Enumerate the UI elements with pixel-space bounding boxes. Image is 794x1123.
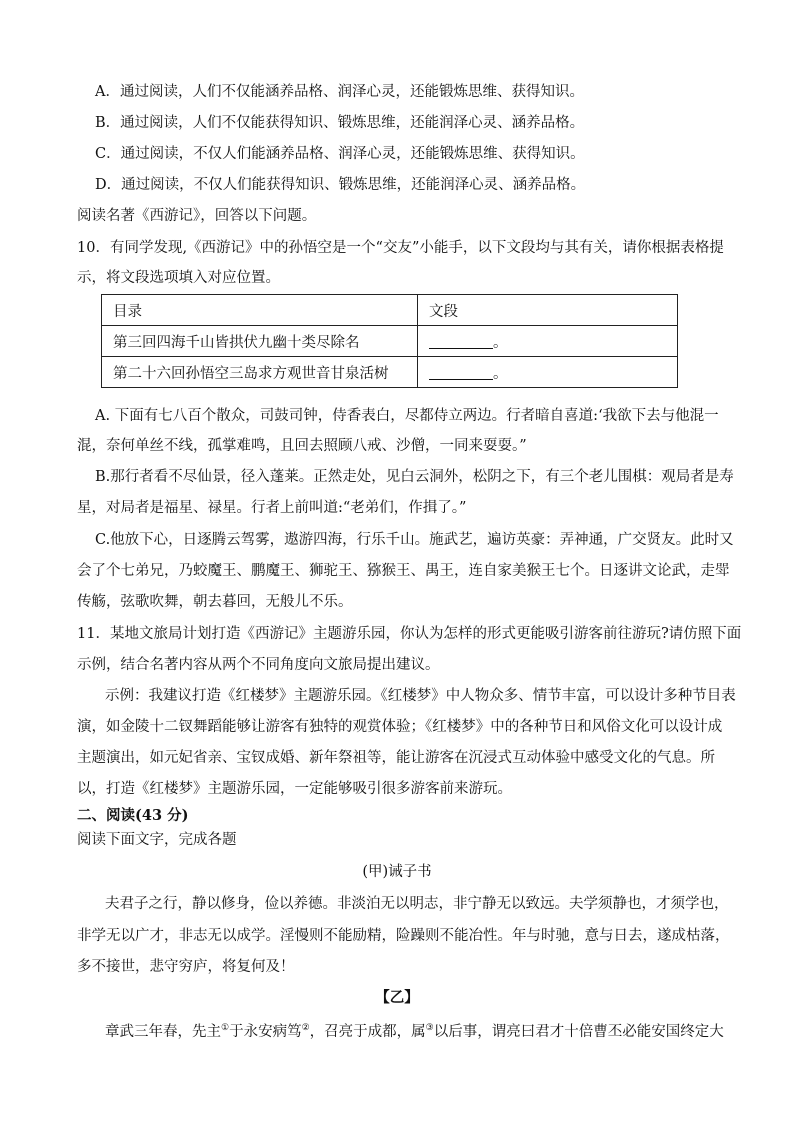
yi-line1	[105, 1018, 724, 1042]
option-c: C．通过阅读，不仅人们能涵养品格、润泽心灵，还能锻炼思维、获得知识。	[95, 146, 585, 162]
question-10-line1: 10．有同学发现,《西游记》中的孙悟空是一个“交友”小能手，以下文段均与其有关，请你根据表格提	[77, 240, 724, 256]
table-header-directory: 目录	[102, 295, 418, 326]
table-header-passage: 文段	[418, 295, 678, 326]
section-2-instruction: 阅读下面文字，完成各题	[77, 832, 237, 848]
jia-title: (甲)诫子书	[362, 864, 432, 880]
question-11-line2: 示例，结合名著内容从两个不同角度向文旅局提出建议。	[77, 657, 440, 673]
example-line2: 演，如金陵十二钗舞蹈能够让游客有独特的观赏体验；《红楼梦》中的各种节日和风俗文化可以设计成	[77, 719, 723, 735]
yi-text-part: 章武三年春，先主	[105, 1024, 221, 1040]
yi-text-part: 以后事，谓亮曰君才十倍曹丕必能安国终定大	[433, 1024, 724, 1040]
passage-b-line1: B.那行者看不尽仙景，径入蓬莱。正然走处，见白云洞外，松阴之下，有三个老儿围棋：观局者是寿	[95, 469, 734, 485]
question-11-line1: 11．某地文旅局计划打造《西游记》主题游乐园，你认为怎样的形式更能吸引游客前往游玩?请仿照下面	[77, 626, 742, 642]
answer-blank[interactable]	[429, 334, 493, 349]
passage-c-line1: C.他放下心，日逐腾云驾雾，遨游四海，行乐千山。施武艺，遍访英豪：弄神通，广交贤友。此时又	[95, 532, 734, 548]
table-row	[102, 326, 678, 357]
example-line3: 主题演出，如元妃省亲、宝钗成婚、新年祭祖等，能让游客在沉浸式互动体验中感受文化的气息。所	[77, 750, 715, 766]
option-d: D．通过阅读，不仅人们能获得知识、锻炼思维，还能润泽心灵、涵养品格。	[95, 177, 586, 193]
option-a: A．通过阅读，人们不仅能涵养品格、润泽心灵，还能锻炼思维、获得知识。	[95, 84, 584, 100]
example-line4: 以，打造《红楼梦》主题游乐园，一定能够吸引很多游客前来游玩。	[77, 781, 512, 797]
jia-line3: 多不接世，悲守穷庐，将复何及！	[77, 959, 295, 975]
table-header-row	[102, 295, 678, 326]
passage-b-line2: 星，对局者是福星、禄星。行者上前叫道:“老弟们，作揖了。”	[77, 500, 467, 516]
question-10-line2: 示，将文段选项填入对应位置。	[77, 270, 280, 286]
answer-period: 。	[493, 365, 508, 382]
reading-intro: 阅读名著《西游记》，回答以下问题。	[77, 208, 317, 224]
option-b: B．通过阅读，人们不仅能获得知识、锻炼思维，还能润泽心灵、涵养品格。	[95, 115, 585, 131]
table-cell-answer[interactable]	[418, 357, 678, 388]
example-line1: 示例：我建议打造《红楼梦》主题游乐园。《红楼梦》中人物众多、情节丰富，可以设计多种节目表	[105, 688, 736, 704]
yi-text-part: ，召亮于成都，属	[309, 1024, 426, 1040]
yi-title: 【乙】	[375, 989, 419, 1006]
footnote-marker: ②	[301, 1023, 310, 1033]
table-cell-answer[interactable]	[418, 326, 678, 357]
footnote-marker: ③	[425, 1023, 434, 1033]
yi-text-part: 于永安病笃	[229, 1024, 302, 1040]
passage-c-line2: 会了个七弟兄，乃蛟魔王、鹏魔王、狮驼王、猕猴王、禺王，连自家美猴王七个。日逐讲文论武，走斝	[77, 563, 730, 579]
passage-c-line3: 传觞，弦歌吹舞，朝去暮回，无般儿不乐。	[77, 594, 353, 610]
footnote-marker: ①	[221, 1023, 230, 1033]
answer-period: 。	[493, 334, 508, 351]
table-cell-chapter: 第二十六回孙悟空三岛求方观世音甘泉活树	[102, 357, 418, 388]
table-row	[102, 357, 678, 388]
answer-blank[interactable]	[429, 365, 493, 380]
table-cell-chapter: 第三回四海千山皆拱伏九幽十类尽除名	[102, 326, 418, 357]
passage-a-line2: 混，奈何单丝不线，孤掌难鸣，且回去照顾八戒、沙僧，一同来耍耍。”	[77, 438, 527, 454]
jia-line1: 夫君子之行，静以修身，俭以养德。非淡泊无以明志，非宁静无以致远。夫学须静也，才须学也，	[105, 896, 729, 912]
passage-a-line1: A. 下面有七八百个散众，司鼓司钟，侍香表白，尽都侍立两边。行者暗自喜道:‘我欲下去与他混一	[95, 408, 719, 424]
section-2-title: 二、阅读(43 分)	[77, 807, 189, 824]
answer-table	[101, 294, 678, 388]
jia-line2: 非学无以广才，非志无以成学。淫慢则不能励精，险躁则不能冶性。年与时驰，意与日去，遂成枯落，	[77, 928, 730, 944]
